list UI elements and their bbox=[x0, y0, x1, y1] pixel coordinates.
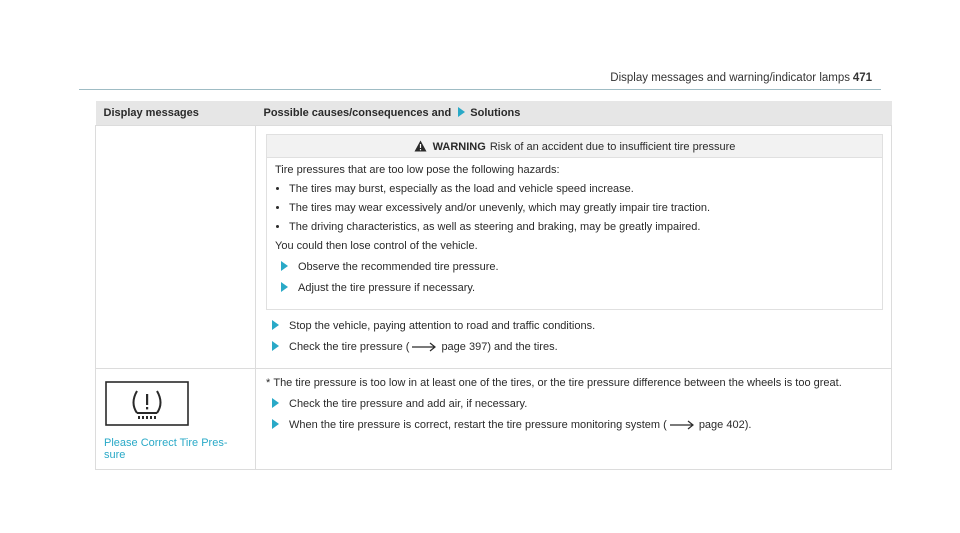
solution-step bbox=[272, 398, 883, 411]
page-reference-link[interactable]: page 402). bbox=[698, 419, 752, 431]
step-arrow-icon bbox=[272, 419, 279, 429]
row1-message-cell bbox=[96, 126, 256, 369]
list-item: • The tires may burst, especially as the load and vehicle speed increase. bbox=[289, 183, 874, 196]
step-arrow-icon bbox=[281, 261, 288, 271]
step-arrow-icon bbox=[272, 341, 279, 351]
solution-step-text: Check the tire pressure ( bbox=[289, 341, 410, 353]
header-divider bbox=[79, 89, 881, 90]
solution-step bbox=[272, 341, 883, 354]
step-arrow-icon bbox=[272, 398, 279, 408]
table-row bbox=[96, 369, 892, 470]
col-header-causes-suffix: Solutions bbox=[470, 107, 521, 119]
warning-intro: Tire pressures that are too low pose the following hazards: bbox=[275, 164, 560, 176]
solution-step-text: Stop the vehicle, paying attention to road and traffic conditions. bbox=[289, 320, 596, 332]
page-reference-link[interactable]: page 397) and the tires. bbox=[441, 341, 558, 353]
tire-pressure-warning-icon bbox=[105, 381, 189, 426]
warning-consequence: You could then lose control of the vehicle. bbox=[275, 240, 478, 252]
cause-note bbox=[266, 377, 883, 390]
step-arrow-icon bbox=[281, 282, 288, 292]
step-arrow-icon bbox=[272, 320, 279, 330]
warning-header bbox=[267, 135, 882, 157]
warning-step-text: Observe the recommended tire pressure. bbox=[298, 261, 499, 273]
page-number: 471 bbox=[852, 72, 872, 84]
list-item: • The tires may wear excessively and/or unevenly, which may greatly impair tire traction. bbox=[289, 202, 874, 215]
solution-step-text: When the tire pressure is correct, restart the tire pressure monitoring system ( bbox=[289, 419, 667, 431]
row1-causes-cell bbox=[256, 126, 892, 369]
warning-triangle-icon bbox=[414, 140, 427, 152]
page-reference-arrow-icon[interactable] bbox=[412, 342, 438, 352]
note-text: The tire pressure is too low in at least one of the tires, or the tire pressure difference between the wheels is too great. bbox=[273, 377, 842, 389]
row2-causes-cell bbox=[256, 369, 892, 470]
table-header-row bbox=[96, 101, 892, 126]
warning-body bbox=[267, 157, 882, 309]
warning-step bbox=[281, 282, 874, 295]
solution-step bbox=[272, 320, 883, 333]
col-header-causes-prefix: Possible causes/consequences and bbox=[263, 107, 452, 119]
table-row bbox=[96, 126, 892, 369]
row2-message-cell bbox=[96, 369, 256, 470]
col-header-display-messages: Display messages bbox=[96, 101, 256, 126]
solution-step bbox=[272, 419, 883, 432]
solution-step-text: Check the tire pressure and add air, if necessary. bbox=[289, 398, 528, 410]
page-header-title: Display messages and warning/indicator lamps bbox=[610, 72, 850, 84]
display-messages-table bbox=[95, 101, 892, 470]
display-message-text bbox=[104, 437, 247, 461]
warning-label: WARNING bbox=[432, 141, 486, 153]
col-header-causes bbox=[256, 101, 892, 126]
display-message-line: Please Correct Tire Pres- bbox=[104, 437, 228, 449]
note-marker: * bbox=[266, 377, 271, 389]
hazard-list bbox=[275, 183, 874, 234]
page-reference-arrow-icon[interactable] bbox=[670, 420, 696, 430]
list-item: • The driving characteristics, as well as steering and braking, may be greatly impaired. bbox=[289, 221, 874, 234]
display-message-line: sure bbox=[104, 449, 126, 461]
warning-step bbox=[281, 261, 874, 274]
warning-step-text: Adjust the tire pressure if necessary. bbox=[298, 282, 476, 294]
warning-title: Risk of an accident due to insufficient tire pressure bbox=[489, 141, 736, 153]
solution-arrow-icon bbox=[458, 107, 465, 117]
warning-box bbox=[266, 134, 883, 310]
